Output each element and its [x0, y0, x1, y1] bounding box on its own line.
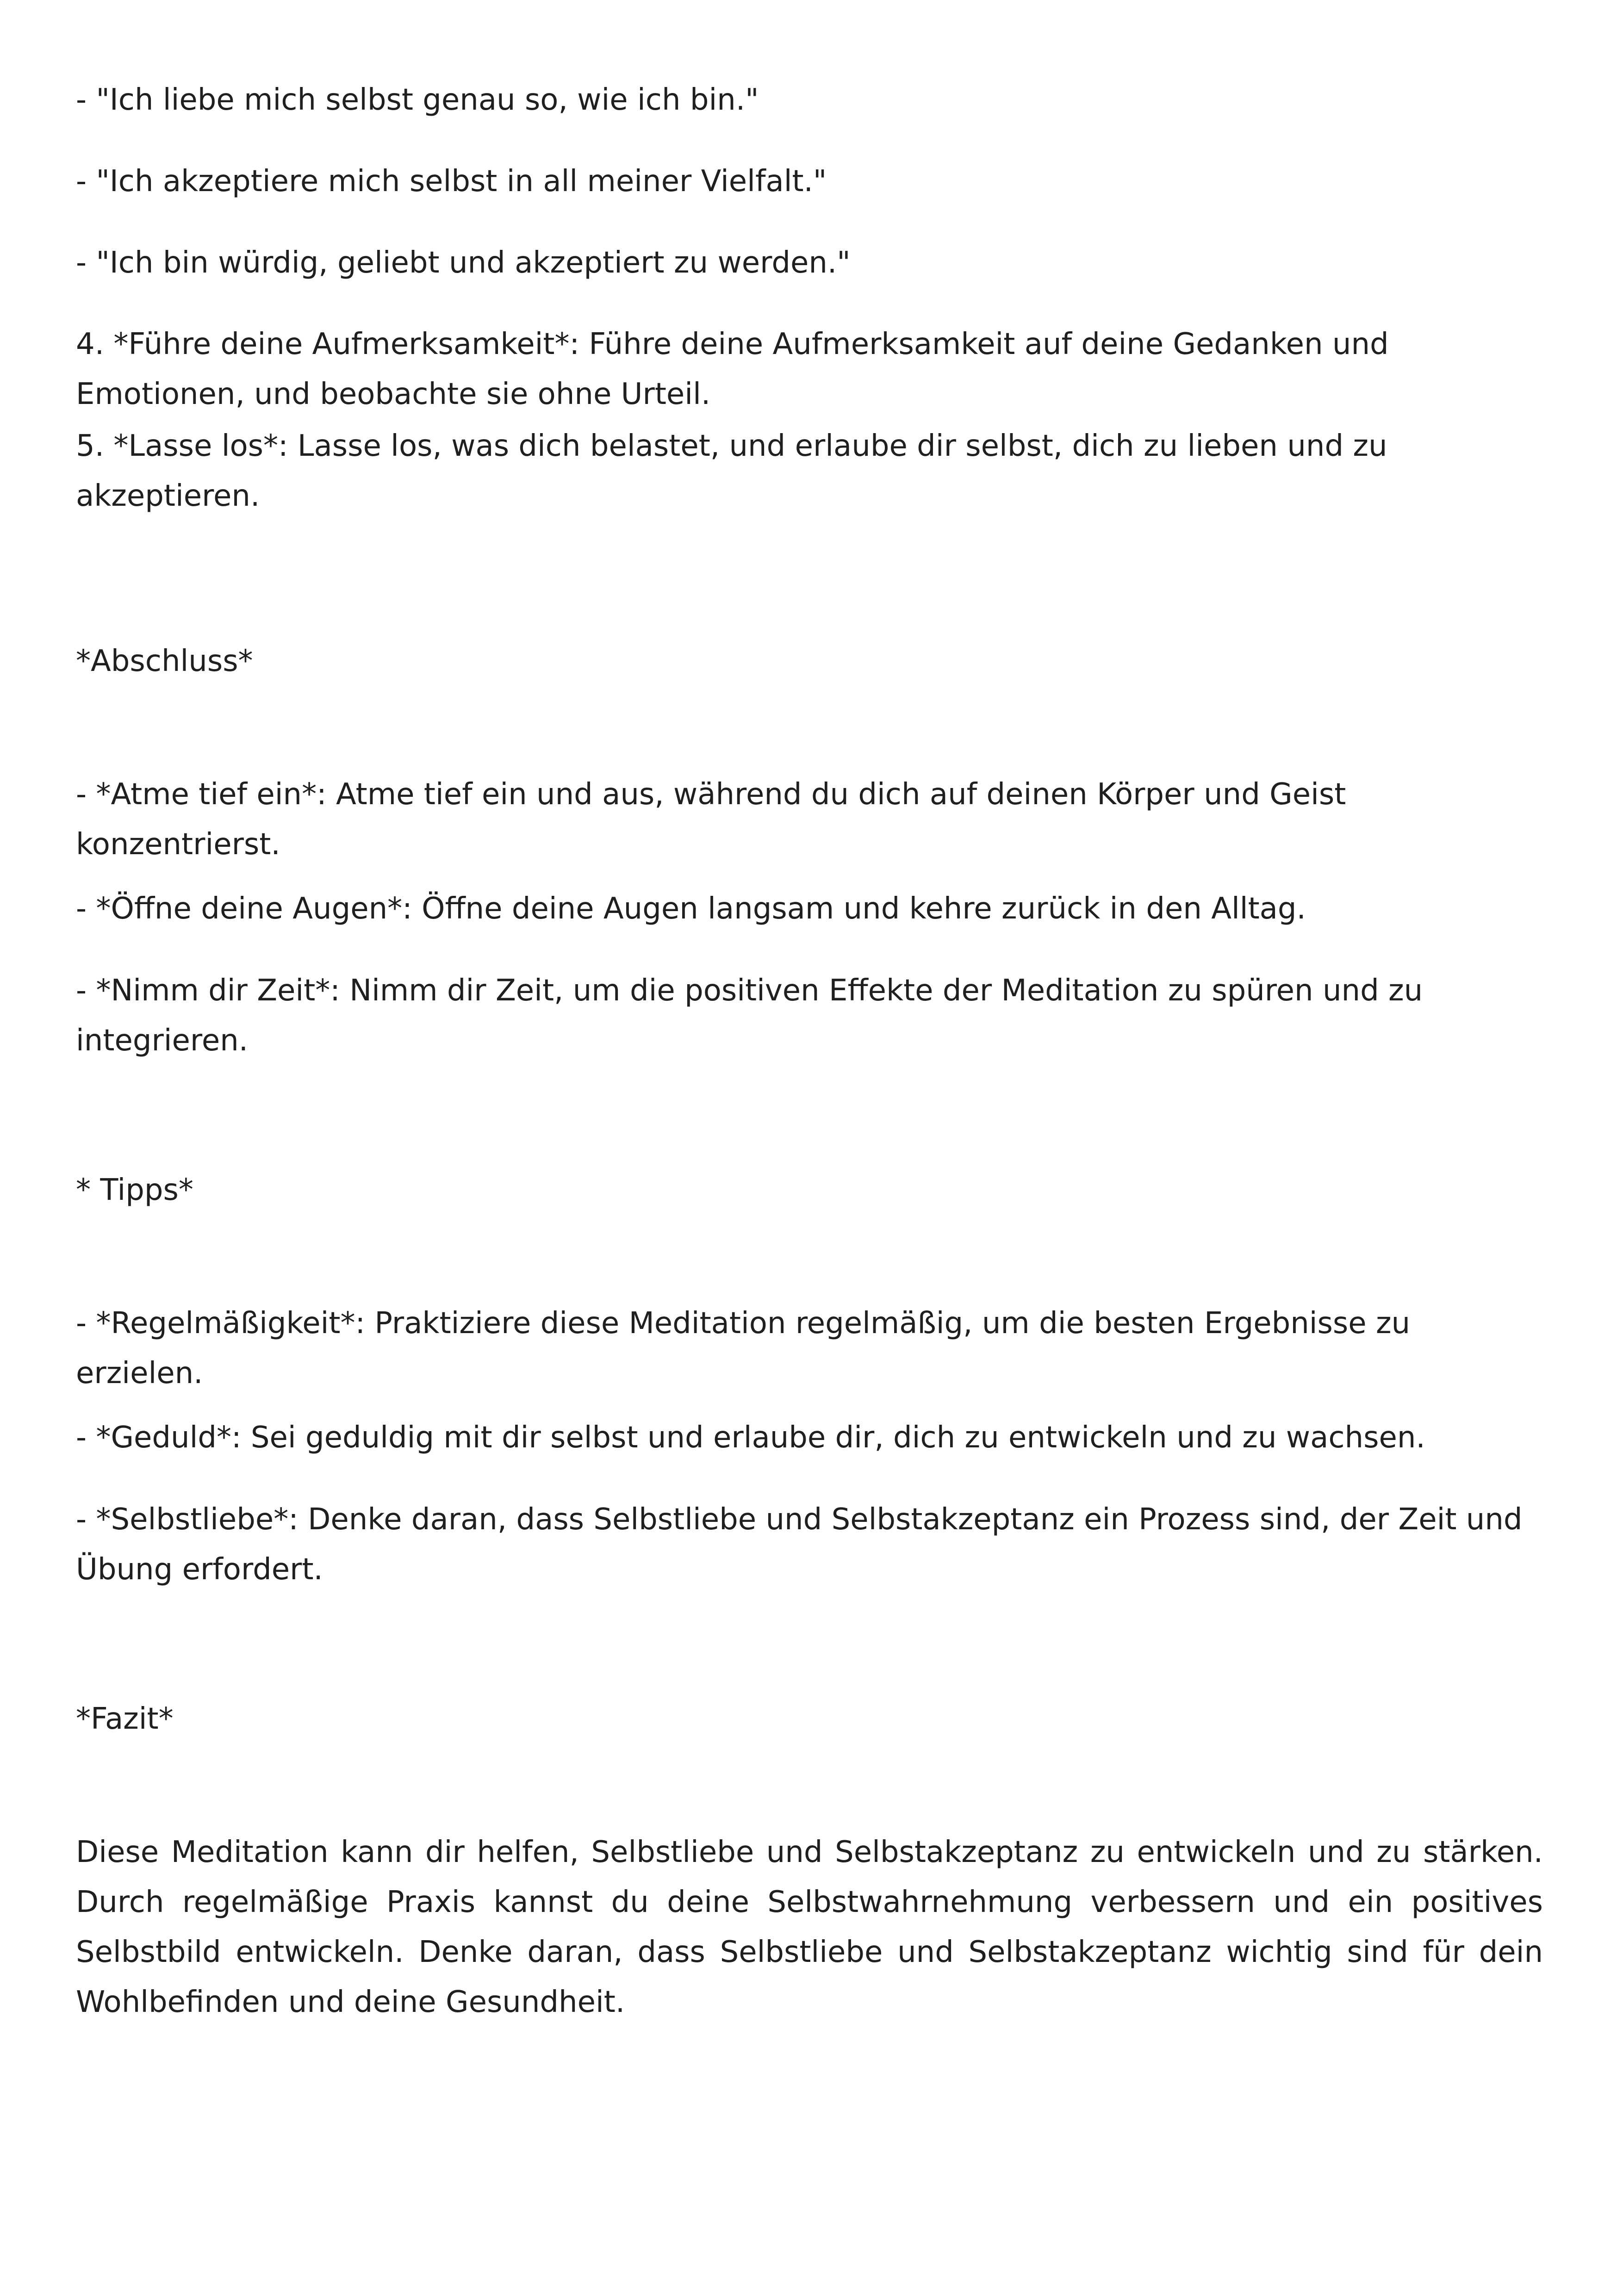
affirmation-3: - "Ich bin würdig, geliebt und akzeptiert zu werden." — [76, 246, 851, 280]
abschluss-item-1: - *Atme tief ein*: Atme tief ein und aus, während du dich auf deinen Körper und Geist konzentrierst. — [76, 777, 1346, 862]
tipps-item-1: - *Regelmäßigkeit*: Praktiziere diese Meditation regelmäßig, um die besten Ergebnisse zu erzielen. — [76, 1306, 1411, 1390]
step-4: 4. *Führe deine Aufmerksamkeit*: Führe deine Aufmerksamkeit auf deine Gedanken und Emotionen, und beobachte sie ohne Urteil. — [76, 327, 1389, 411]
abschluss-item-3: - *Nimm dir Zeit*: Nimm dir Zeit, um die positiven Effekte der Meditation zu spüren und zu integrieren. — [76, 974, 1423, 1058]
affirmation-2: - "Ich akzeptiere mich selbst in all meiner Vielfalt." — [76, 164, 827, 199]
fazit-paragraph: Diese Meditation kann dir helfen, Selbstliebe und Selbstakzeptanz zu entwickeln und zu stärken. Durch regelmäßige Praxis kannst du deine Selbstwahrnehmung verbessern und ein positives Selbstbild entwickeln. Denke daran, dass Selbstliebe und Selbstakzeptanz wichtig sind für dein Wohlbefinden und deine Gesundheit. — [76, 1835, 1543, 2019]
step-5: 5. *Lasse los*: Lasse los, was dich belastet, und erlaube dir selbst, dich zu lieben und zu akzeptieren. — [76, 429, 1387, 513]
tipps-item-3: - *Selbstliebe*: Denke daran, dass Selbstliebe und Selbstakzeptanz ein Prozess sind, der Zeit und Übung erfordert. — [76, 1502, 1523, 1587]
tipps-item-2: - *Geduld*: Sei geduldig mit dir selbst und erlaube dir, dich zu entwickeln und zu wachsen. — [76, 1421, 1425, 1455]
section-heading-tipps: * Tipps* — [76, 1173, 193, 1207]
section-heading-abschluss: *Abschluss* — [76, 644, 253, 678]
section-heading-fazit: *Fazit* — [76, 1702, 174, 1736]
affirmation-1: - "Ich liebe mich selbst genau so, wie ich bin." — [76, 83, 759, 117]
abschluss-item-2: - *Öffne deine Augen*: Öffne deine Augen langsam und kehre zurück in den Alltag. — [76, 892, 1306, 926]
